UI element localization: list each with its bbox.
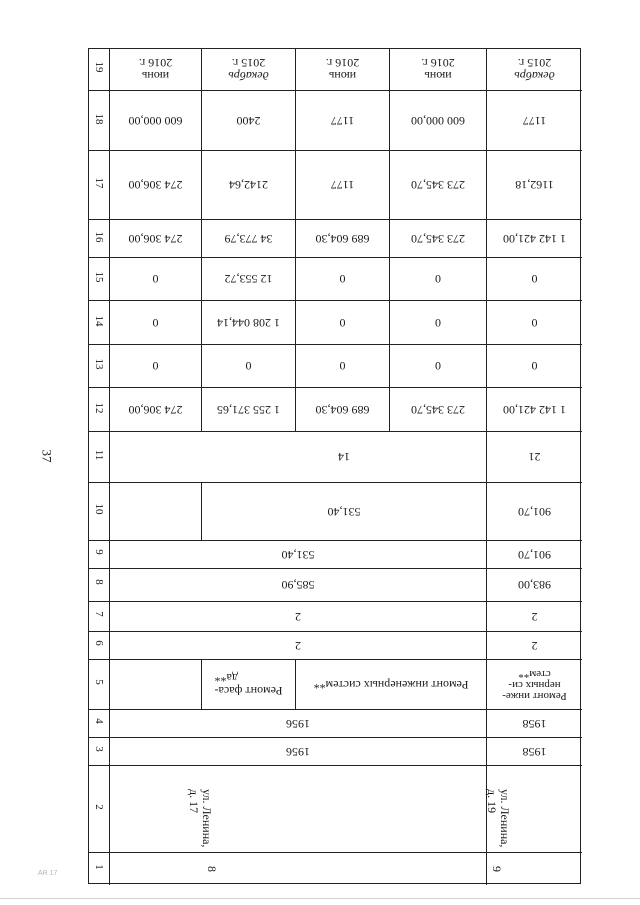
grid-line <box>89 852 582 853</box>
entrances-cell: 2 <box>295 610 301 624</box>
value-cell: 273 345,70 <box>411 232 465 246</box>
value-cell: 689 604,30 <box>315 403 370 417</box>
column-number: 1 <box>93 864 105 870</box>
column-number: 2 <box>93 804 105 810</box>
period-cell: декабрь 2015 г. <box>228 56 269 84</box>
value-cell: 0 <box>531 316 538 330</box>
works-cell: Ремонт инженерных систем** <box>313 678 469 692</box>
column-number: 18 <box>93 113 105 125</box>
value-cell: 0 <box>339 359 346 374</box>
value-cell: 1 142 421,00 <box>503 232 566 246</box>
period-cell: июнь 2016 г. <box>421 56 455 84</box>
total-area-cell: 983,00 <box>518 578 551 593</box>
value-cell: 1 255 371,65 <box>217 403 280 417</box>
column-number: 3 <box>93 746 105 752</box>
column-number: 16 <box>93 231 105 243</box>
value-cell: 1177 <box>330 178 355 193</box>
value-cell: 0 <box>152 272 159 287</box>
column-number: 6 <box>93 640 105 646</box>
value-cell: 0 <box>152 359 159 374</box>
value-cell: 0 <box>531 272 538 287</box>
column-number: 4 <box>93 718 105 724</box>
value-cell: 12 553,72 <box>224 272 273 287</box>
year-built-cell: 1956 <box>286 745 310 759</box>
value-cell: 0 <box>339 272 346 287</box>
value-cell: 0 <box>339 316 346 330</box>
column-number: 7 <box>93 611 105 617</box>
value-cell: 689 604,30 <box>315 232 370 246</box>
value-cell: 1 208 044,14 <box>217 316 280 330</box>
column-number: 5 <box>93 679 105 685</box>
floors-cell: 2 <box>531 639 538 653</box>
repair-table <box>88 48 581 884</box>
value-cell: 34 773,79 <box>224 232 273 246</box>
works-cell: Ремонт фаса- да** <box>214 671 283 699</box>
scan-mark: AR 17 <box>38 870 58 877</box>
value-cell: 0 <box>435 316 441 330</box>
row-number: 8 <box>205 866 220 872</box>
value-cell: 1177 <box>522 114 547 128</box>
grid-line <box>89 765 582 766</box>
column-number: 14 <box>93 315 105 327</box>
value-cell: 274 306,00 <box>128 403 183 417</box>
period-cell: декабрь 2015 г. <box>514 56 555 84</box>
column-number: 13 <box>93 358 105 370</box>
period-cell: июнь 2016 г. <box>138 56 173 84</box>
year-commissioned-cell: 1956 <box>286 717 310 731</box>
value-cell: 1162,18 <box>515 178 554 193</box>
value-cell: 0 <box>245 359 252 374</box>
page-number: 37 <box>39 449 55 463</box>
column-number: 12 <box>93 402 105 414</box>
value-cell: 274 306,00 <box>128 178 183 193</box>
total-area-cell: 585,90 <box>281 578 315 593</box>
value-cell: 0 <box>435 272 441 287</box>
residents-cell: 14 <box>338 450 350 465</box>
value-cell: 0 <box>435 359 441 374</box>
column-number: 8 <box>93 579 105 585</box>
row-number: 9 <box>490 866 505 872</box>
living-area-cell: 901,70 <box>518 548 551 562</box>
value-cell: 1177 <box>330 114 355 128</box>
column-number: 11 <box>93 449 105 461</box>
address-cell: ул. Ленина, д. 17 <box>187 789 214 848</box>
column-number: 9 <box>93 549 105 555</box>
period-cell: июнь 2016 г. <box>325 56 360 84</box>
column-number: 19 <box>93 61 105 73</box>
residents-cell: 21 <box>528 450 541 465</box>
bottom-rule <box>0 898 640 899</box>
year-commissioned-cell: 1958 <box>522 717 547 731</box>
value-cell: 273 345,70 <box>411 403 465 417</box>
value-cell: 1 142 421,00 <box>503 403 566 417</box>
value-cell: 600 000,00 <box>128 114 183 128</box>
area-cell: 901,70 <box>518 505 551 519</box>
value-cell: 600 000,00 <box>411 114 465 128</box>
value-cell: 273 345,70 <box>411 178 465 193</box>
column-number: 15 <box>93 271 105 283</box>
living-area-cell: 531,40 <box>281 548 315 562</box>
value-cell: 2142,64 <box>229 178 268 193</box>
value-cell: 0 <box>152 316 159 330</box>
area-cell: 531,40 <box>327 505 361 519</box>
floors-cell: 2 <box>295 639 301 653</box>
address-cell: ул. Ленина, д. 19 <box>485 789 512 848</box>
value-cell: 274 306,00 <box>128 232 183 246</box>
value-cell: 0 <box>531 359 538 374</box>
year-built-cell: 1958 <box>522 745 547 759</box>
value-cell: 2400 <box>236 114 261 128</box>
works-cell: Ремонт инже- нерных си- стем** <box>502 668 567 702</box>
column-number: 17 <box>93 177 105 189</box>
column-number: 10 <box>93 503 105 515</box>
entrances-cell: 2 <box>531 610 538 624</box>
